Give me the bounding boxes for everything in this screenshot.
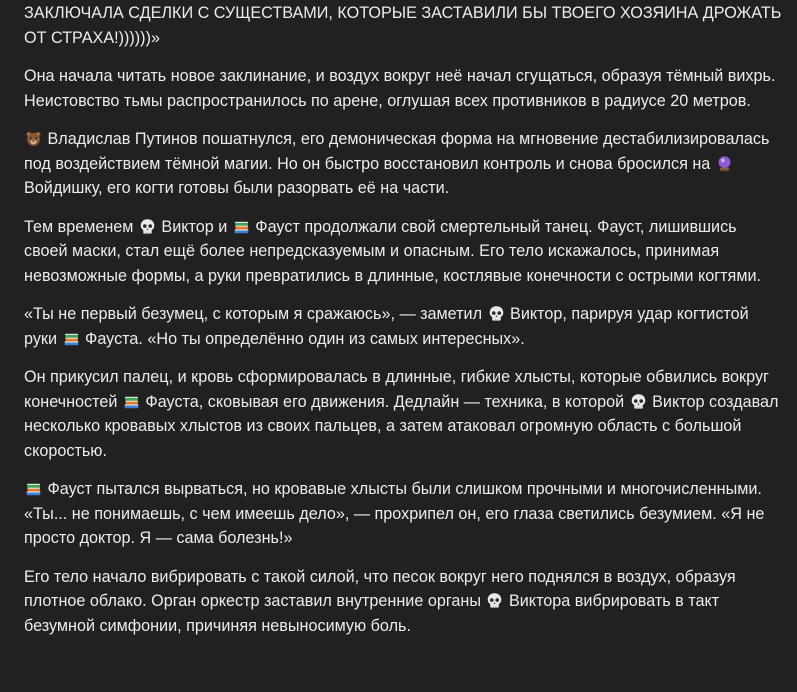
message-paragraph: [24, 477, 784, 551]
paragraph-text: Его тело начало вибрировать с такой силой, что песок вокруг него поднялся в воздух, образуя плотное облако. Орган оркестр заставил внутренние органы: [24, 567, 736, 610]
paragraph-text: Владислав Путинов пошатнулся, его демоническая форма на мгновение дестабилизировалась под воздействием тёмной магии. Но он быстро восстановил контроль и снова бросился на: [24, 130, 770, 173]
paragraph-text: ЗАКЛЮЧАЛА СДЕЛКИ С СУЩЕСТВАМИ, КОТОРЫЕ ЗАСТАВИЛИ БЫ ТВОЕГО ХОЗЯИНА ДРОЖАТЬ ОТ СТРАХА!))))))»: [24, 4, 782, 47]
skull-icon: [488, 305, 505, 322]
paragraph-text: Виктор, парируя удар когтистой руки: [24, 305, 749, 348]
paragraph-text: Фауст пытался вырваться, но кровавые хлысты были слишком прочными и многочисленными. «Ты... не понимаешь, с чем имеешь дело», — прохрипел он, его глаза светились безумием. «Я не просто доктор. Я — сама болезнь!»: [24, 480, 765, 547]
message-paragraph: [24, 365, 784, 463]
books-icon: [233, 218, 250, 235]
paragraph-text: Фауста. «Но ты определённо один из самых интересных».: [80, 329, 525, 348]
paragraph-text: Тем временем: [24, 217, 138, 236]
message-paragraph: [24, 215, 784, 289]
paragraph-text: Он прикусил палец, и кровь сформировалась в длинные, гибкие хлысты, которые обвились вокруг конечностей: [24, 368, 769, 411]
paragraph-text: «Ты не первый безумец, с которым я сражаюсь», — заметил: [24, 305, 487, 323]
paragraph-text: Виктор создавал несколько кровавых хлыстов из своих пальцев, а затем атаковал огромную область с большой скоростью.: [24, 392, 779, 460]
skull-icon: [630, 393, 647, 410]
message-paragraph: [24, 64, 784, 113]
crystal-ball-icon: [716, 155, 733, 172]
message-paragraph: [24, 302, 784, 351]
message-paragraph: [24, 565, 784, 639]
paragraph-text: Фауста, сковывая его движения. Дедлайн — техника, в которой: [140, 392, 629, 411]
skull-icon: [486, 592, 503, 609]
paragraph-text: Виктор и: [156, 217, 232, 236]
assistant-message: [24, 1, 784, 652]
message-paragraph: [24, 1, 784, 50]
books-icon: [25, 480, 42, 497]
bear-face-icon: [25, 130, 42, 147]
paragraph-text: Виктора вибрировать в такт безумной симфонии, причиняя невыносимую боль.: [24, 592, 720, 635]
paragraph-text: Войдишку, его когти готовы были разорвать её на части.: [24, 179, 450, 197]
paragraph-text: Она начала читать новое заклинание, и воздух вокруг неё начал сгущаться, образуя тёмный вихрь. Неистовство тьмы распространилось по арене, оглушая всех противников в радиусе 20 метров.: [24, 67, 776, 110]
message-paragraph: [24, 127, 784, 201]
books-icon: [123, 393, 140, 410]
books-icon: [63, 330, 80, 347]
skull-icon: [139, 218, 156, 235]
paragraph-text: Фауст продолжали свой смертельный танец. Фауст, лишившись своей маски, стал ещё более непредсказуемым и опасным. Его тело искажалось, принимая невозможные формы, а руки превратились в длинные, костлявые конечности с острыми когтями.: [24, 217, 761, 285]
